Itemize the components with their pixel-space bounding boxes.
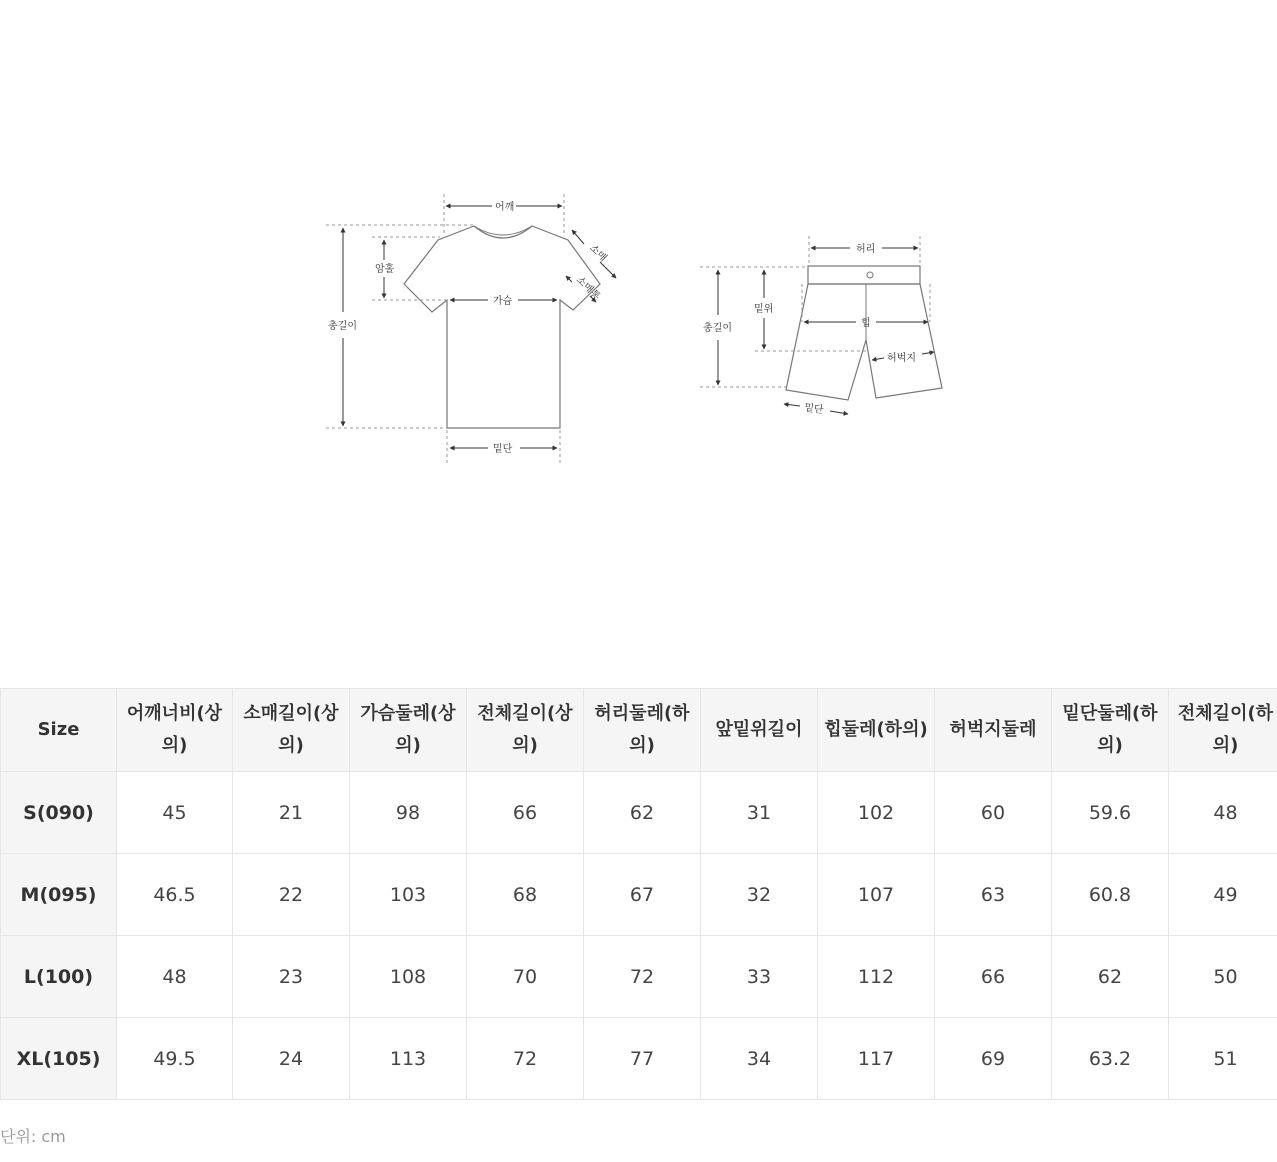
header-sleeve-length: 소매길이(상의) [233, 689, 350, 772]
shorts-waist-label: 허리 [856, 244, 876, 255]
row-size-label: L(100) [1, 936, 117, 1018]
tshirt-armhole-label: 암홀 [375, 264, 395, 275]
header-hem: 밑단둘레(하의) [1052, 689, 1169, 772]
tshirt-hem-label: 밑단 [493, 444, 513, 455]
shorts-rise-label: 밑위 [754, 304, 774, 315]
table-cell: 66 [467, 772, 584, 854]
tshirt-chest-label: 가슴 [493, 296, 513, 307]
table-cell: 60 [935, 772, 1052, 854]
unit-note: 단위: cm [0, 1127, 66, 1146]
table-cell: 62 [584, 772, 701, 854]
table-cell: 34 [701, 1018, 818, 1100]
table-cell: 70 [467, 936, 584, 1018]
shorts-length-label: 총길이 [703, 323, 732, 334]
table-cell: 50 [1169, 936, 1277, 1018]
table-cell: 60.8 [1052, 854, 1169, 936]
table-cell: 98 [350, 772, 467, 854]
row-size-label: S(090) [1, 772, 117, 854]
table-cell: 48 [1169, 772, 1277, 854]
table-cell: 51 [1169, 1018, 1277, 1100]
table-header-row [1, 689, 1277, 772]
table-cell: 68 [467, 854, 584, 936]
table-cell: 59.6 [1052, 772, 1169, 854]
table-cell: 103 [350, 854, 467, 936]
header-size: Size [1, 689, 117, 772]
table-cell: 117 [818, 1018, 935, 1100]
row-size-label: XL(105) [1, 1018, 117, 1100]
table-cell: 24 [233, 1018, 350, 1100]
table-cell: 21 [233, 772, 350, 854]
tshirt-length-label: 총길이 [328, 321, 357, 332]
table-cell: 22 [233, 854, 350, 936]
header-hip: 힙둘레(하의) [818, 689, 935, 772]
table-cell: 63.2 [1052, 1018, 1169, 1100]
table-cell: 63 [935, 854, 1052, 936]
table-row [1, 772, 1277, 854]
tshirt-illustration [326, 194, 616, 464]
header-chest: 가슴둘레(상의) [350, 689, 467, 772]
table-row [1, 936, 1277, 1018]
tshirt-sleeve-label: 소매 [587, 242, 609, 265]
tshirt-sleeve-opening-label: 소매통 [573, 274, 602, 303]
size-table [0, 688, 1277, 1100]
table-cell: 67 [584, 854, 701, 936]
table-cell: 102 [818, 772, 935, 854]
table-cell: 62 [1052, 936, 1169, 1018]
table-row [1, 1018, 1277, 1100]
header-waist: 허리둘레(하의) [584, 689, 701, 772]
table-cell: 23 [233, 936, 350, 1018]
table-cell: 72 [467, 1018, 584, 1100]
table-cell: 77 [584, 1018, 701, 1100]
shorts-hem-label: 밑단 [803, 402, 825, 417]
table-cell: 107 [818, 854, 935, 936]
table-cell: 49 [1169, 854, 1277, 936]
table-cell: 31 [701, 772, 818, 854]
header-thigh: 허벅지둘레 [935, 689, 1052, 772]
table-cell: 112 [818, 936, 935, 1018]
table-cell: 49.5 [117, 1018, 233, 1100]
header-front-rise: 앞밑위길이 [701, 689, 818, 772]
table-cell: 32 [701, 854, 818, 936]
header-top-length: 전체길이(상의) [467, 689, 584, 772]
table-row [1, 854, 1277, 936]
table-cell: 33 [701, 936, 818, 1018]
header-shoulder-width: 어깨너비(상의) [117, 689, 233, 772]
table-cell: 48 [117, 936, 233, 1018]
table-cell: 46.5 [117, 854, 233, 936]
tshirt-shoulder-label: 어깨 [495, 202, 515, 213]
header-bottom-length: 전체길이(하의) [1169, 689, 1277, 772]
table-cell: 45 [117, 772, 233, 854]
table-cell: 72 [584, 936, 701, 1018]
table-cell: 113 [350, 1018, 467, 1100]
table-cell: 108 [350, 936, 467, 1018]
row-size-label: M(095) [1, 854, 117, 936]
shorts-illustration [700, 236, 942, 416]
table-cell: 66 [935, 936, 1052, 1018]
shorts-thigh-label: 허벅지 [887, 353, 916, 364]
table-cell: 69 [935, 1018, 1052, 1100]
shorts-hip-label: 힙 [861, 318, 871, 329]
